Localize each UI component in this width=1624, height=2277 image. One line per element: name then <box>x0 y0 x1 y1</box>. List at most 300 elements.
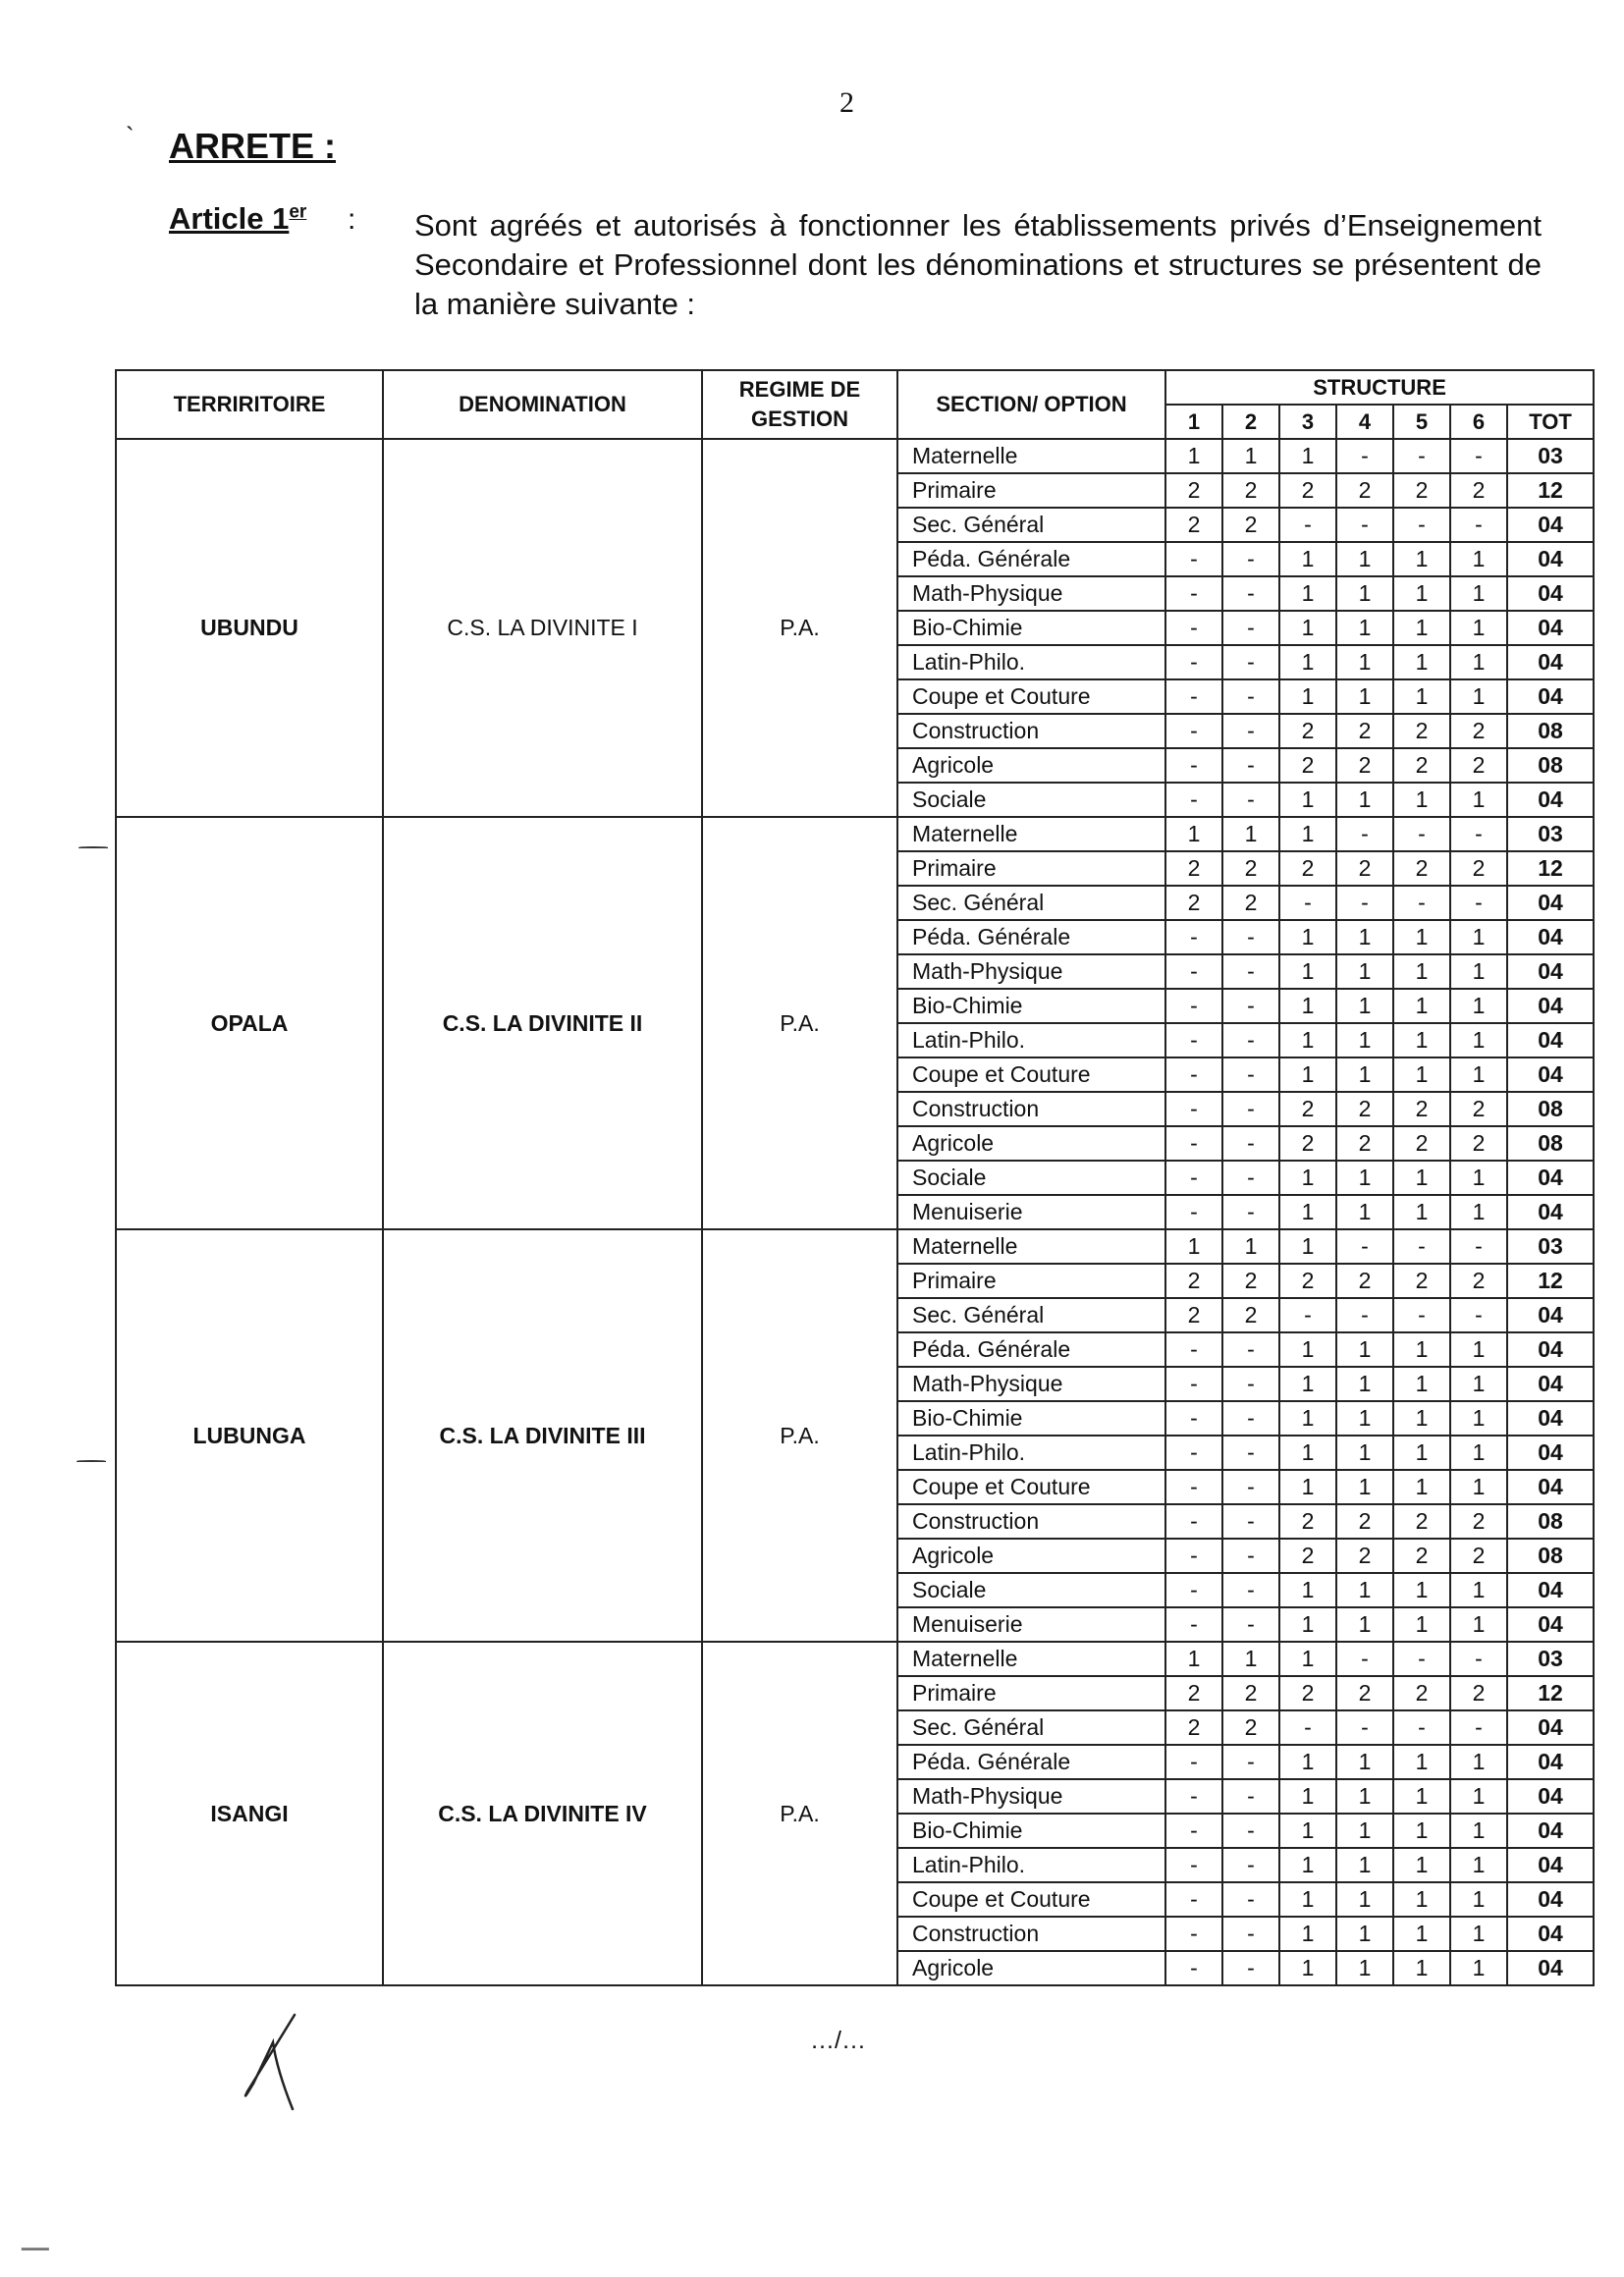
structure-cell: 1 <box>1279 1642 1336 1676</box>
structure-cell: 1 <box>1450 1779 1507 1814</box>
structure-cell: 1 <box>1393 920 1450 954</box>
section-option-cell: Sec. Général <box>897 1298 1165 1332</box>
structure-cell: 1 <box>1336 989 1393 1023</box>
structure-cell: 2 <box>1450 1092 1507 1126</box>
structure-cell: 2 <box>1279 1092 1336 1126</box>
total-cell: 04 <box>1507 1332 1594 1367</box>
structure-cell: 1 <box>1450 954 1507 989</box>
structure-cell: 1 <box>1336 1161 1393 1195</box>
regime-cell: P.A. <box>702 439 897 817</box>
structure-cell: 1 <box>1393 1848 1450 1882</box>
structure-cell: - <box>1222 1504 1279 1539</box>
structure-cell: - <box>1222 989 1279 1023</box>
structure-cell: - <box>1165 1023 1222 1057</box>
structure-cell: 2 <box>1450 748 1507 783</box>
structure-cell: 1 <box>1165 439 1222 473</box>
section-option-cell: Math-Physique <box>897 1367 1165 1401</box>
total-cell: 04 <box>1507 954 1594 989</box>
structure-cell: 1 <box>1336 1401 1393 1436</box>
total-cell: 04 <box>1507 576 1594 611</box>
denomination-cell: C.S. LA DIVINITE II <box>383 817 702 1229</box>
structure-cell: - <box>1222 1057 1279 1092</box>
header-col: 2 <box>1222 405 1279 439</box>
structure-cell: 2 <box>1165 1710 1222 1745</box>
article-colon: : <box>348 203 356 236</box>
structure-cell: - <box>1222 1779 1279 1814</box>
structure-cell: 1 <box>1393 679 1450 714</box>
total-cell: 04 <box>1507 1951 1594 1985</box>
total-cell: 04 <box>1507 1367 1594 1401</box>
structure-cell: - <box>1222 748 1279 783</box>
structure-cell: 2 <box>1279 851 1336 886</box>
total-cell: 04 <box>1507 1745 1594 1779</box>
structure-cell: 1 <box>1279 1607 1336 1642</box>
page-number: 2 <box>839 86 854 119</box>
structure-cell: 1 <box>1450 920 1507 954</box>
structure-cell: 1 <box>1279 783 1336 817</box>
structure-cell: 2 <box>1279 1504 1336 1539</box>
structure-cell: 1 <box>1450 783 1507 817</box>
structure-cell: 1 <box>1393 1470 1450 1504</box>
structure-cell: 2 <box>1450 714 1507 748</box>
structure-cell: 2 <box>1336 851 1393 886</box>
structure-cell: 1 <box>1336 1367 1393 1401</box>
structure-cell: 1 <box>1393 1607 1450 1642</box>
structure-cell: - <box>1279 886 1336 920</box>
header-col: 3 <box>1279 405 1336 439</box>
structure-cell: 2 <box>1393 1504 1450 1539</box>
total-cell: 03 <box>1507 817 1594 851</box>
structure-cell: 1 <box>1336 542 1393 576</box>
structure-cell: - <box>1222 576 1279 611</box>
section-option-cell: Math-Physique <box>897 576 1165 611</box>
structure-cell: 1 <box>1279 1951 1336 1985</box>
section-option-cell: Bio-Chimie <box>897 989 1165 1023</box>
section-option-cell: Maternelle <box>897 1642 1165 1676</box>
structure-cell: 2 <box>1393 748 1450 783</box>
total-cell: 03 <box>1507 439 1594 473</box>
structure-cell: - <box>1393 817 1450 851</box>
structure-cell: 2 <box>1450 1126 1507 1161</box>
section-option-cell: Primaire <box>897 473 1165 508</box>
structure-cell: - <box>1165 1917 1222 1951</box>
structure-cell: - <box>1165 1573 1222 1607</box>
structure-cell: - <box>1165 679 1222 714</box>
structure-cell: 1 <box>1279 679 1336 714</box>
structure-cell: - <box>1165 1126 1222 1161</box>
structure-cell: 1 <box>1279 1814 1336 1848</box>
structure-cell: 2 <box>1222 1710 1279 1745</box>
total-cell: 04 <box>1507 920 1594 954</box>
structure-cell: 2 <box>1393 1264 1450 1298</box>
structure-cell: 2 <box>1450 1676 1507 1710</box>
structure-cell: 1 <box>1279 817 1336 851</box>
structure-cell: 1 <box>1279 611 1336 645</box>
structure-cell: - <box>1393 439 1450 473</box>
structure-cell: - <box>1222 1126 1279 1161</box>
section-option-cell: Sec. Général <box>897 1710 1165 1745</box>
structure-cell: 2 <box>1393 714 1450 748</box>
structure-cell: - <box>1165 1470 1222 1504</box>
structure-cell: - <box>1165 920 1222 954</box>
total-cell: 04 <box>1507 508 1594 542</box>
total-cell: 04 <box>1507 783 1594 817</box>
section-option-cell: Sec. Général <box>897 886 1165 920</box>
structure-cell: 2 <box>1222 473 1279 508</box>
structure-cell: - <box>1450 1298 1507 1332</box>
structure-cell: 2 <box>1279 1539 1336 1573</box>
structure-cell: - <box>1279 1710 1336 1745</box>
header-regime: REGIME DE GESTION <box>702 370 897 439</box>
structure-cell: 1 <box>1450 1814 1507 1848</box>
structure-cell: - <box>1393 886 1450 920</box>
structure-cell: 2 <box>1279 1676 1336 1710</box>
structure-cell: 1 <box>1450 1161 1507 1195</box>
structure-cell: 1 <box>1279 1573 1336 1607</box>
structure-cell: - <box>1222 1401 1279 1436</box>
section-option-cell: Agricole <box>897 1126 1165 1161</box>
section-option-cell: Latin-Philo. <box>897 1848 1165 1882</box>
total-cell: 04 <box>1507 1023 1594 1057</box>
section-option-cell: Primaire <box>897 1264 1165 1298</box>
structure-cell: 1 <box>1393 542 1450 576</box>
total-cell: 04 <box>1507 611 1594 645</box>
total-cell: 04 <box>1507 1057 1594 1092</box>
structure-cell: - <box>1222 679 1279 714</box>
structure-cell: 1 <box>1450 679 1507 714</box>
structure-cell: 1 <box>1450 1057 1507 1092</box>
structure-cell: 2 <box>1279 473 1336 508</box>
structure-cell: 1 <box>1393 1367 1450 1401</box>
structure-cell: - <box>1222 1436 1279 1470</box>
section-option-cell: Math-Physique <box>897 954 1165 989</box>
structure-cell: 1 <box>1450 1882 1507 1917</box>
article-text: Sont agréés et autorisés à fonctionner les établissements privés d’Enseignement Secondaire et Professionnel dont les dénominations et structures se présentent de la manière suivante : <box>414 208 1542 321</box>
structure-cell: - <box>1165 714 1222 748</box>
structure-cell: 1 <box>1336 1573 1393 1607</box>
territoire-cell: LUBUNGA <box>116 1229 383 1642</box>
structure-cell: - <box>1222 1917 1279 1951</box>
structure-cell: 2 <box>1165 1298 1222 1332</box>
total-cell: 08 <box>1507 1126 1594 1161</box>
structure-cell: 1 <box>1222 1229 1279 1264</box>
article-label <box>169 201 306 237</box>
structure-cell: 1 <box>1450 611 1507 645</box>
section-option-cell: Agricole <box>897 1539 1165 1573</box>
structure-cell: - <box>1222 954 1279 989</box>
structure-cell: - <box>1165 1161 1222 1195</box>
margin-mark <box>79 846 108 848</box>
section-option-cell: Péda. Générale <box>897 920 1165 954</box>
section-option-cell: Bio-Chimie <box>897 611 1165 645</box>
structure-cell: - <box>1450 508 1507 542</box>
structure-cell: 2 <box>1279 1264 1336 1298</box>
structure-cell: - <box>1165 954 1222 989</box>
structure-cell: 1 <box>1450 576 1507 611</box>
structure-cell: - <box>1336 1298 1393 1332</box>
section-option-cell: Bio-Chimie <box>897 1401 1165 1436</box>
structure-cell: 1 <box>1336 1779 1393 1814</box>
structure-cell: 1 <box>1336 1195 1393 1229</box>
total-cell: 04 <box>1507 645 1594 679</box>
section-option-cell: Latin-Philo. <box>897 1436 1165 1470</box>
structure-cell: 1 <box>1393 783 1450 817</box>
structure-cell: - <box>1222 1092 1279 1126</box>
structure-cell: 1 <box>1393 1436 1450 1470</box>
structure-cell: - <box>1222 1882 1279 1917</box>
structure-cell: - <box>1222 645 1279 679</box>
structure-cell: 1 <box>1279 1023 1336 1057</box>
section-option-cell: Sociale <box>897 783 1165 817</box>
structure-cell: 1 <box>1336 611 1393 645</box>
header-col: 4 <box>1336 405 1393 439</box>
structure-cell: 2 <box>1450 1504 1507 1539</box>
structure-cell: - <box>1222 1539 1279 1573</box>
total-cell: 04 <box>1507 1607 1594 1642</box>
structure-cell: - <box>1165 1367 1222 1401</box>
structure-cell: 1 <box>1336 783 1393 817</box>
structure-cell: - <box>1336 439 1393 473</box>
structure-cell: 2 <box>1450 473 1507 508</box>
structure-cell: 1 <box>1279 1161 1336 1195</box>
structure-cell: 1 <box>1450 645 1507 679</box>
total-cell: 04 <box>1507 542 1594 576</box>
structure-cell: - <box>1165 748 1222 783</box>
total-cell: 08 <box>1507 748 1594 783</box>
structure-cell: 1 <box>1393 1745 1450 1779</box>
section-option-cell: Construction <box>897 1092 1165 1126</box>
stray-mark: ` <box>126 122 135 151</box>
structure-cell: 1 <box>1450 1573 1507 1607</box>
structure-cell: - <box>1222 1745 1279 1779</box>
structure-cell: 1 <box>1279 1332 1336 1367</box>
total-cell: 12 <box>1507 1264 1594 1298</box>
structure-cell: 1 <box>1393 1401 1450 1436</box>
section-option-cell: Latin-Philo. <box>897 645 1165 679</box>
structure-cell: 2 <box>1450 1264 1507 1298</box>
structure-cell: 2 <box>1393 1126 1450 1161</box>
header-col: 1 <box>1165 405 1222 439</box>
total-cell: 04 <box>1507 1848 1594 1882</box>
structure-cell: 1 <box>1450 1023 1507 1057</box>
structure-cell: - <box>1165 1539 1222 1573</box>
structure-cell: - <box>1222 920 1279 954</box>
structure-cell: 2 <box>1279 748 1336 783</box>
section-option-cell: Construction <box>897 1504 1165 1539</box>
structure-cell: 1 <box>1450 1436 1507 1470</box>
structure-cell: 1 <box>1450 1401 1507 1436</box>
total-cell: 04 <box>1507 1470 1594 1504</box>
total-cell: 12 <box>1507 473 1594 508</box>
structure-cell: - <box>1222 611 1279 645</box>
section-option-cell: Sec. Général <box>897 508 1165 542</box>
structure-cell: 2 <box>1336 1264 1393 1298</box>
structure-cell: 2 <box>1222 851 1279 886</box>
structure-cell: - <box>1222 1195 1279 1229</box>
structure-cell: 2 <box>1393 1676 1450 1710</box>
structure-cell: - <box>1165 611 1222 645</box>
structure-cell: 2 <box>1393 1092 1450 1126</box>
structure-cell: - <box>1393 1229 1450 1264</box>
structure-cell: 1 <box>1279 542 1336 576</box>
regime-cell: P.A. <box>702 817 897 1229</box>
section-option-cell: Latin-Philo. <box>897 1023 1165 1057</box>
structure-cell: 1 <box>1279 920 1336 954</box>
structure-cell: - <box>1279 508 1336 542</box>
structure-cell: 1 <box>1450 1332 1507 1367</box>
structure-cell: 2 <box>1222 1264 1279 1298</box>
section-option-cell: Péda. Générale <box>897 1332 1165 1367</box>
total-cell: 12 <box>1507 1676 1594 1710</box>
structure-cell: 1 <box>1222 439 1279 473</box>
total-cell: 08 <box>1507 1504 1594 1539</box>
total-cell: 04 <box>1507 1779 1594 1814</box>
structure-cell: 1 <box>1393 1882 1450 1917</box>
structure-cell: 1 <box>1450 989 1507 1023</box>
structure-cell: - <box>1222 1023 1279 1057</box>
structure-cell: 1 <box>1393 645 1450 679</box>
structure-cell: 2 <box>1336 1676 1393 1710</box>
structure-cell: 1 <box>1336 1745 1393 1779</box>
structure-cell: 1 <box>1222 817 1279 851</box>
structure-cell: 2 <box>1450 1539 1507 1573</box>
article-label-sup: er <box>289 201 307 223</box>
section-option-cell: Péda. Générale <box>897 542 1165 576</box>
structure-cell: - <box>1336 1710 1393 1745</box>
structure-cell: 1 <box>1279 576 1336 611</box>
signature-initial <box>238 2013 306 2111</box>
structure-cell: 1 <box>1450 1848 1507 1882</box>
structure-cell: 2 <box>1450 851 1507 886</box>
structure-cell: 1 <box>1450 1917 1507 1951</box>
structure-cell: - <box>1165 1848 1222 1882</box>
structure-cell: 1 <box>1165 1229 1222 1264</box>
structure-cell: - <box>1450 1229 1507 1264</box>
structure-cell: 1 <box>1450 1195 1507 1229</box>
structure-cell: 1 <box>1336 1814 1393 1848</box>
structure-cell: 1 <box>1336 1607 1393 1642</box>
structure-cell: 1 <box>1393 1332 1450 1367</box>
total-cell: 04 <box>1507 1917 1594 1951</box>
structure-cell: 2 <box>1336 473 1393 508</box>
section-option-cell: Péda. Générale <box>897 1745 1165 1779</box>
section-option-cell: Agricole <box>897 1951 1165 1985</box>
structure-cell: - <box>1165 1401 1222 1436</box>
structure-cell: 1 <box>1393 1195 1450 1229</box>
structure-cell: 2 <box>1336 1126 1393 1161</box>
structure-cell: - <box>1450 439 1507 473</box>
total-cell: 03 <box>1507 1642 1594 1676</box>
structure-cell: 1 <box>1336 1848 1393 1882</box>
structure-cell: 1 <box>1279 989 1336 1023</box>
structure-cell: - <box>1165 1436 1222 1470</box>
total-cell: 04 <box>1507 1573 1594 1607</box>
structure-cell: 1 <box>1450 1951 1507 1985</box>
table-body <box>116 439 1594 1985</box>
structure-cell: - <box>1165 1092 1222 1126</box>
header-row <box>116 370 1594 405</box>
table-row <box>116 817 1594 851</box>
structure-cell: 1 <box>1393 1814 1450 1848</box>
header-col: TOT <box>1507 405 1594 439</box>
structure-cell: 1 <box>1279 1917 1336 1951</box>
total-cell: 08 <box>1507 1539 1594 1573</box>
header-section: SECTION/ OPTION <box>897 370 1165 439</box>
structure-cell: 1 <box>1336 1882 1393 1917</box>
structure-cell: - <box>1165 1779 1222 1814</box>
structure-cell: 2 <box>1336 748 1393 783</box>
total-cell: 04 <box>1507 989 1594 1023</box>
structure-cell: 1 <box>1279 1367 1336 1401</box>
structure-cell: - <box>1393 1298 1450 1332</box>
total-cell: 04 <box>1507 1161 1594 1195</box>
structure-cell: 2 <box>1222 508 1279 542</box>
structure-cell: 1 <box>1336 920 1393 954</box>
section-option-cell: Construction <box>897 1917 1165 1951</box>
structure-cell: - <box>1165 1057 1222 1092</box>
structure-cell: 1 <box>1450 1470 1507 1504</box>
structure-cell: - <box>1393 508 1450 542</box>
total-cell: 04 <box>1507 1436 1594 1470</box>
structure-cell: - <box>1165 783 1222 817</box>
section-option-cell: Agricole <box>897 748 1165 783</box>
structure-cell: 1 <box>1336 1917 1393 1951</box>
structure-cell: 1 <box>1279 954 1336 989</box>
structure-cell: - <box>1336 1642 1393 1676</box>
total-cell: 04 <box>1507 1298 1594 1332</box>
structure-cell: - <box>1450 1710 1507 1745</box>
structure-cell: 1 <box>1279 1195 1336 1229</box>
table-row <box>116 1229 1594 1264</box>
structure-cell: - <box>1222 1332 1279 1367</box>
margin-mark <box>77 1460 106 1462</box>
structure-cell: - <box>1222 1161 1279 1195</box>
structure-cell: 1 <box>1336 1436 1393 1470</box>
structure-cell: 1 <box>1279 1229 1336 1264</box>
continuation-mark: …/… <box>810 2027 866 2054</box>
structure-cell: 1 <box>1393 1779 1450 1814</box>
structure-cell: 2 <box>1393 473 1450 508</box>
structure-cell: - <box>1165 1195 1222 1229</box>
structure-cell: 1 <box>1393 1161 1450 1195</box>
structure-cell: 1 <box>1336 1023 1393 1057</box>
section-option-cell: Maternelle <box>897 817 1165 851</box>
structure-cell: 1 <box>1393 611 1450 645</box>
structure-cell: 1 <box>1450 1745 1507 1779</box>
section-option-cell: Menuiserie <box>897 1195 1165 1229</box>
structure-cell: 2 <box>1165 1264 1222 1298</box>
structure-cell: 2 <box>1222 1676 1279 1710</box>
total-cell: 03 <box>1507 1229 1594 1264</box>
structure-cell: - <box>1222 1573 1279 1607</box>
structure-cell: 1 <box>1393 989 1450 1023</box>
total-cell: 12 <box>1507 851 1594 886</box>
structure-cell: 1 <box>1393 1951 1450 1985</box>
structure-cell: 2 <box>1279 714 1336 748</box>
section-option-cell: Coupe et Couture <box>897 679 1165 714</box>
structure-cell: 1 <box>1279 1470 1336 1504</box>
structure-cell: 1 <box>1279 1745 1336 1779</box>
table-row <box>116 1642 1594 1676</box>
section-option-cell: Primaire <box>897 1676 1165 1710</box>
section-option-cell: Sociale <box>897 1161 1165 1195</box>
structure-cell: 1 <box>1393 1057 1450 1092</box>
header-denomination: DENOMINATION <box>383 370 702 439</box>
total-cell: 04 <box>1507 1882 1594 1917</box>
structure-cell: - <box>1222 1607 1279 1642</box>
denomination-cell: C.S. LA DIVINITE III <box>383 1229 702 1642</box>
structure-cell: - <box>1165 576 1222 611</box>
